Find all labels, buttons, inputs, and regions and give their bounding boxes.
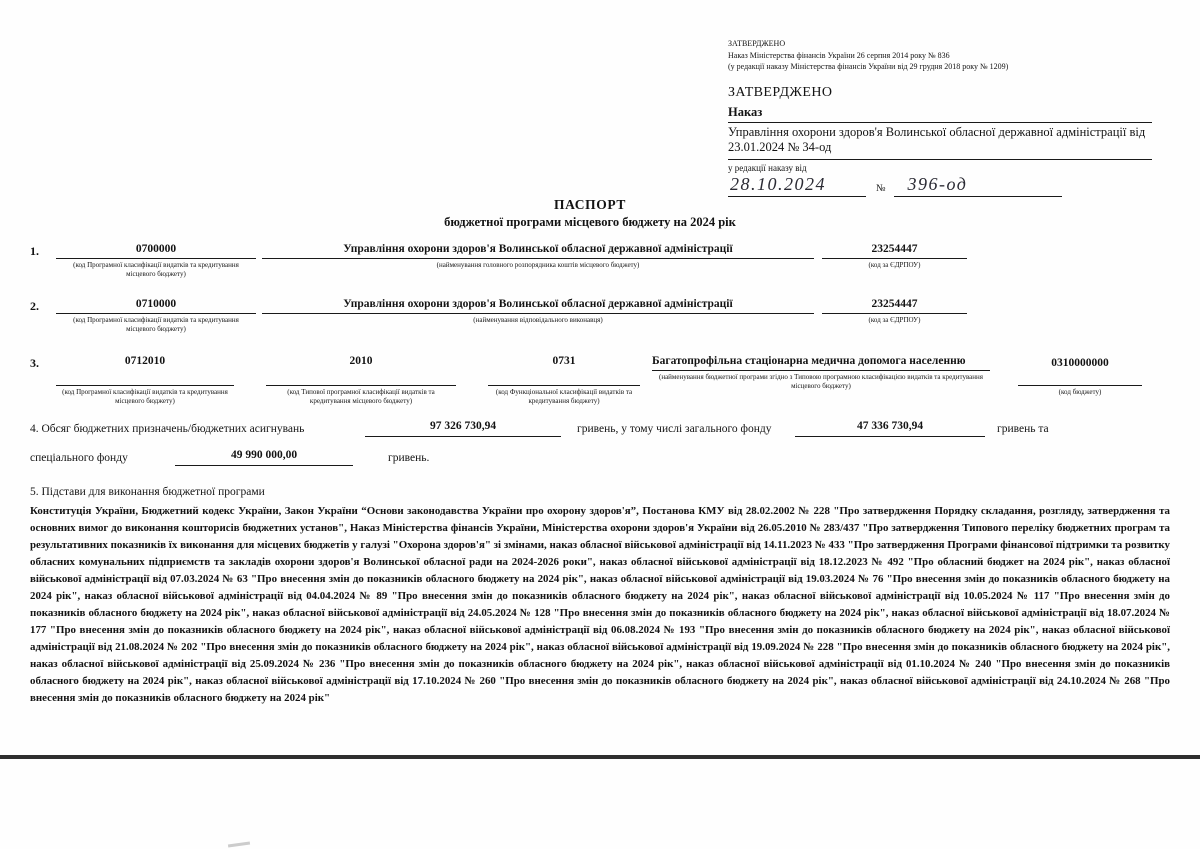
item2-program-code: 0710000 bbox=[56, 298, 256, 314]
item4-general-fund-amount: 47 336 730,94 bbox=[795, 420, 985, 437]
item2-name-field bbox=[262, 298, 814, 325]
handwritten-row bbox=[728, 174, 1152, 197]
item1-edrpou: 23254447 bbox=[822, 243, 967, 259]
item3-budget-code-field bbox=[1018, 357, 1142, 397]
item3-functional-code-caption: (код Функціональної класифікації видатків та кредитування бюджету) bbox=[495, 388, 633, 405]
edition-label: у редакції наказу від bbox=[728, 162, 807, 173]
item1-name-field bbox=[262, 243, 814, 270]
item2-edrpou-field bbox=[822, 298, 967, 325]
item1-number: 1. bbox=[30, 244, 39, 258]
approval-small-line2: (у редакції наказу Міністерства фінансів України від 29 грудня 2018 року № 1209) bbox=[728, 62, 1009, 71]
order-label: Наказ bbox=[728, 105, 1152, 123]
item4-suffix: гривень та bbox=[997, 423, 1049, 435]
item4-infix: гривень, у тому числі загального фонду bbox=[577, 423, 772, 435]
item5-legal-basis-text: Конституція України, Бюджетний кодекс України, Закон України “Основи законодавства України про охорону здоров'я”, Постанова КМУ від 28.02.2002 № 228 "Про затвердження Порядку складання, розгляду, затвердження та основних вимог до виконання кошторисів бюджетних установ", Наказ Міністерства фінансів України, Міністерства охорони здоров'я України від 26.05.2010 № 283/437 "Про затвердження Типового переліку бюджетних програм та результативних показників їх виконання для місцевих бюджетів у галузі "Охорона здоров'я" зі змінами, наказ обласної військової адміністрації від 14.11.2023 № 433 "Про затвердження Програми фінансової підтримки та розвитку обласних комунальних підприємств та закладів охорони здоров'я Волинської обласної ради на 2024-2026 роки", наказ обласної військової адміністрації від 18.12.2023 № 492 "Про обласний бюджет на 2024 рік", наказ обласної військової адміністрації від 07.03.2024 № 63 "Про внесення змін до показників обласного бюджету на 2024 рік", наказ обласної військової адміністрації від 19.03.2024 № 76 "Про внесення змін до показників обласного бюджету на 2024 рік", наказ обласної військової адміністрації від 04.04.2024 № 89 "Про внесення змін до показників обласного бюджету на 2024 рік", наказ обласної військової адміністрації від 10.05.2024 № 117 "Про внесення змін до показників обласного бюджету на 2024 рік", наказ обласної військової адміністрації від 24.05.2024 № 128 "Про внесення змін до показників обласного бюджету на 2024 рік", наказ обласної військової адміністрації від 18.07.2024 № 177 "Про внесення змін до показників обласного бюджету на 2024 рік", наказ обласної військової адміністрації від 06.08.2024 № 193 "Про внесення змін до показників обласного бюджету на 2024 рік", наказ обласної військової адміністрації від 21.08.2024 № 202 "Про внесення змін до показників обласного бюджету на 2024 рік", наказ обласної військової адміністрації від 19.09.2024 № 228 "Про внесення змін до показників обласного бюджету на 2024 рік", наказ обласної військової адміністрації від 25.09.2024 № 236 "Про внесення змін до показників обласного бюджету на 2024 рік", наказ обласної військової адміністрації від 01.10.2024 № 240 "Про внесення змін до показників обласного бюджету на 2024 рік", наказ обласної військової адміністрації від 17.10.2024 № 260 "Про внесення змін до показників обласного бюджету на 2024 рік", наказ обласної військової адміністрації від 24.10.2024 № 268 "Про внесення змін до показників обласного бюджету на 2024 рік" bbox=[30, 505, 1170, 704]
item3-program-name-text: Багатопрофільна стаціонарна медична допомога населенню bbox=[652, 355, 966, 367]
item3-program-code-field bbox=[56, 355, 234, 406]
item4-total-amount: 97 326 730,94 bbox=[365, 420, 561, 437]
handwritten-number-field bbox=[894, 174, 1062, 197]
item4-line2-prefix: спеціального фонду bbox=[30, 452, 128, 464]
item3-program-name-caption: (найменування бюджетної програми згідно з Типовою програмною класифікацією видатків та кредитування місцевого бюджету) bbox=[659, 373, 983, 390]
item3-functional-code-field bbox=[488, 355, 640, 406]
document-subtitle: бюджетної програми місцевого бюджету на 2024 рік bbox=[444, 215, 736, 229]
item2-edrpou-caption: (код за ЄДРПОУ) bbox=[868, 316, 921, 324]
item2-edrpou: 23254447 bbox=[822, 298, 967, 314]
item3-budget-code-caption: (код бюджету) bbox=[1058, 388, 1102, 396]
item2-name: Управління охорони здоров'я Волинської обласної державної адміністрації bbox=[262, 298, 814, 314]
item4-line2-suffix: гривень. bbox=[388, 452, 430, 464]
number-sign: № bbox=[876, 182, 886, 194]
item4-special-fund-amount: 49 990 000,00 bbox=[175, 449, 353, 466]
order-text: Управління охорони здоров'я Волинської обласної державної адміністрації від 23.01.2024 № 34-од bbox=[728, 123, 1152, 160]
item3-typical-code-field bbox=[266, 355, 456, 406]
approval-big-title: ЗАТВЕРДЖЕНО bbox=[728, 84, 833, 100]
item1-name: Управління охорони здоров'я Волинської обласної державної адміністрації bbox=[262, 243, 814, 259]
item1-program-code-field bbox=[56, 243, 256, 279]
item1-name-caption: (найменування головного розпорядника коштів місцевого бюджету) bbox=[436, 261, 640, 269]
item3-program-name bbox=[652, 355, 990, 371]
item3-number: 3. bbox=[30, 356, 39, 370]
item1-program-code: 0700000 bbox=[56, 243, 256, 259]
approval-block bbox=[728, 38, 1152, 197]
item2-name-caption: (найменування відповідального виконавця) bbox=[473, 316, 603, 324]
item3-typical-code-caption: (код Типової програмної класифікації видатків та кредитування місцевого бюджету) bbox=[287, 388, 435, 405]
item1-edrpou-caption: (код за ЄДРПОУ) bbox=[868, 261, 921, 269]
handwritten-number: 396-од bbox=[907, 173, 968, 194]
approval-small-title: ЗАТВЕРДЖЕНО bbox=[728, 39, 786, 48]
item2-program-code-field bbox=[56, 298, 256, 334]
bottom-separator-line bbox=[0, 755, 1200, 759]
item1-program-code-caption: (код Програмної класифікації видатків та кредитування місцевого бюджету) bbox=[73, 261, 239, 278]
item2-number: 2. bbox=[30, 299, 39, 313]
item3-program-code-caption: (код Програмної класифікації видатків та кредитування місцевого бюджету) bbox=[62, 388, 228, 405]
approval-small-line1: Наказ Міністерства фінансів України 26 серпня 2014 року № 836 bbox=[728, 50, 950, 60]
document-title: ПАСПОРТ bbox=[554, 197, 626, 212]
item3-program-name-field bbox=[652, 355, 990, 391]
scan-smudge bbox=[228, 841, 250, 847]
item3-typical-code: 2010 bbox=[266, 355, 456, 386]
handwritten-date-field bbox=[728, 174, 866, 197]
handwritten-date: 28.10.2024 bbox=[730, 173, 826, 194]
item2-program-code-caption: (код Програмної класифікації видатків та кредитування місцевого бюджету) bbox=[73, 316, 239, 333]
item3-program-code: 0712010 bbox=[56, 355, 234, 386]
item3-budget-code: 0310000000 bbox=[1018, 357, 1142, 386]
item5-heading: 5. Підстави для виконання бюджетної програми bbox=[30, 486, 265, 498]
item3-functional-code: 0731 bbox=[488, 355, 640, 386]
item4-prefix: 4. Обсяг бюджетних призначень/бюджетних асигнувань bbox=[30, 423, 305, 435]
item1-edrpou-field bbox=[822, 243, 967, 270]
